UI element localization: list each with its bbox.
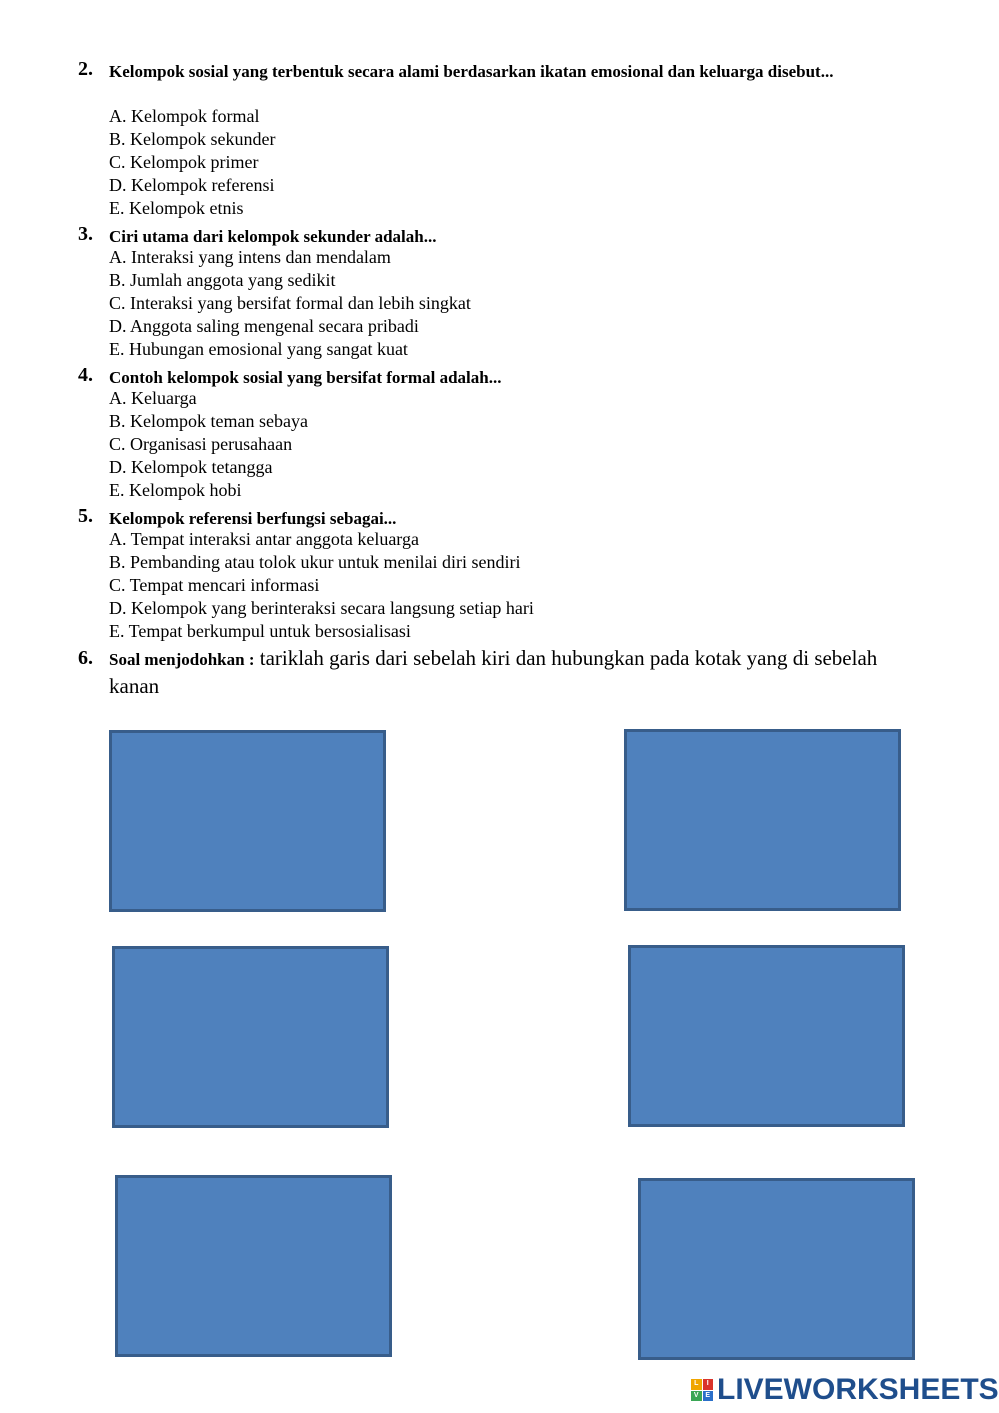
question-text [109,645,909,699]
matching-box-right-3[interactable] [638,1178,915,1360]
question-number: 3. [78,223,93,245]
option-c[interactable]: C. Organisasi perusahaan [109,434,293,454]
option-d[interactable]: D. Kelompok tetangga [109,457,273,477]
matching-box-left-1[interactable] [109,730,386,912]
matching-box-right-2[interactable] [628,945,905,1127]
question-number: 4. [78,364,93,386]
matching-label: Soal menjodohkan : [109,650,255,669]
question-text: Ciri utama dari kelompok sekunder adalah... [109,227,437,246]
question-number: 5. [78,505,93,527]
option-e[interactable]: E. Tempat berkumpul untuk bersosialisasi [109,621,411,641]
option-e[interactable]: E. Kelompok etnis [109,198,244,218]
option-e[interactable]: E. Kelompok hobi [109,480,242,500]
option-c[interactable]: C. Kelompok primer [109,152,259,172]
option-d[interactable]: D. Kelompok referensi [109,175,275,195]
option-a[interactable]: A. Interaksi yang intens dan mendalam [109,247,391,267]
question-number: 6. [78,647,93,669]
option-e[interactable]: E. Hubungan emosional yang sangat kuat [109,339,408,359]
matching-box-left-2[interactable] [112,946,389,1128]
option-b[interactable]: B. Kelompok teman sebaya [109,411,308,431]
option-a[interactable]: A. Kelompok formal [109,106,260,126]
option-b[interactable]: B. Kelompok sekunder [109,129,276,149]
liveworksheets-logo-icon: L I V E [691,1379,713,1401]
matching-instruction: tariklah garis dari sebelah kiri dan hubungkan pada kotak yang di sebelah kanan [109,646,878,698]
question-number: 2. [78,58,93,80]
matching-box-left-3[interactable] [115,1175,392,1357]
question-text: Kelompok referensi berfungsi sebagai... [109,509,397,528]
liveworksheets-logo-text: LIVEWORKSHEETS [717,1373,999,1406]
question-text: Kelompok sosial yang terbentuk secara alami berdasarkan ikatan emosional dan keluarga disebut... [109,62,834,81]
option-c[interactable]: C. Interaksi yang bersifat formal dan lebih singkat [109,293,471,313]
question-text: Contoh kelompok sosial yang bersifat formal adalah... [109,368,502,387]
option-a[interactable]: A. Keluarga [109,388,197,408]
option-d[interactable]: D. Anggota saling mengenal secara pribadi [109,316,419,336]
option-b[interactable]: B. Pembanding atau tolok ukur untuk menilai diri sendiri [109,552,521,572]
matching-box-right-1[interactable] [624,729,901,911]
option-d[interactable]: D. Kelompok yang berinteraksi secara langsung setiap hari [109,598,534,618]
liveworksheets-logo [691,1374,999,1406]
option-b[interactable]: B. Jumlah anggota yang sedikit [109,270,336,290]
option-c[interactable]: C. Tempat mencari informasi [109,575,320,595]
option-a[interactable]: A. Tempat interaksi antar anggota keluarga [109,529,419,549]
